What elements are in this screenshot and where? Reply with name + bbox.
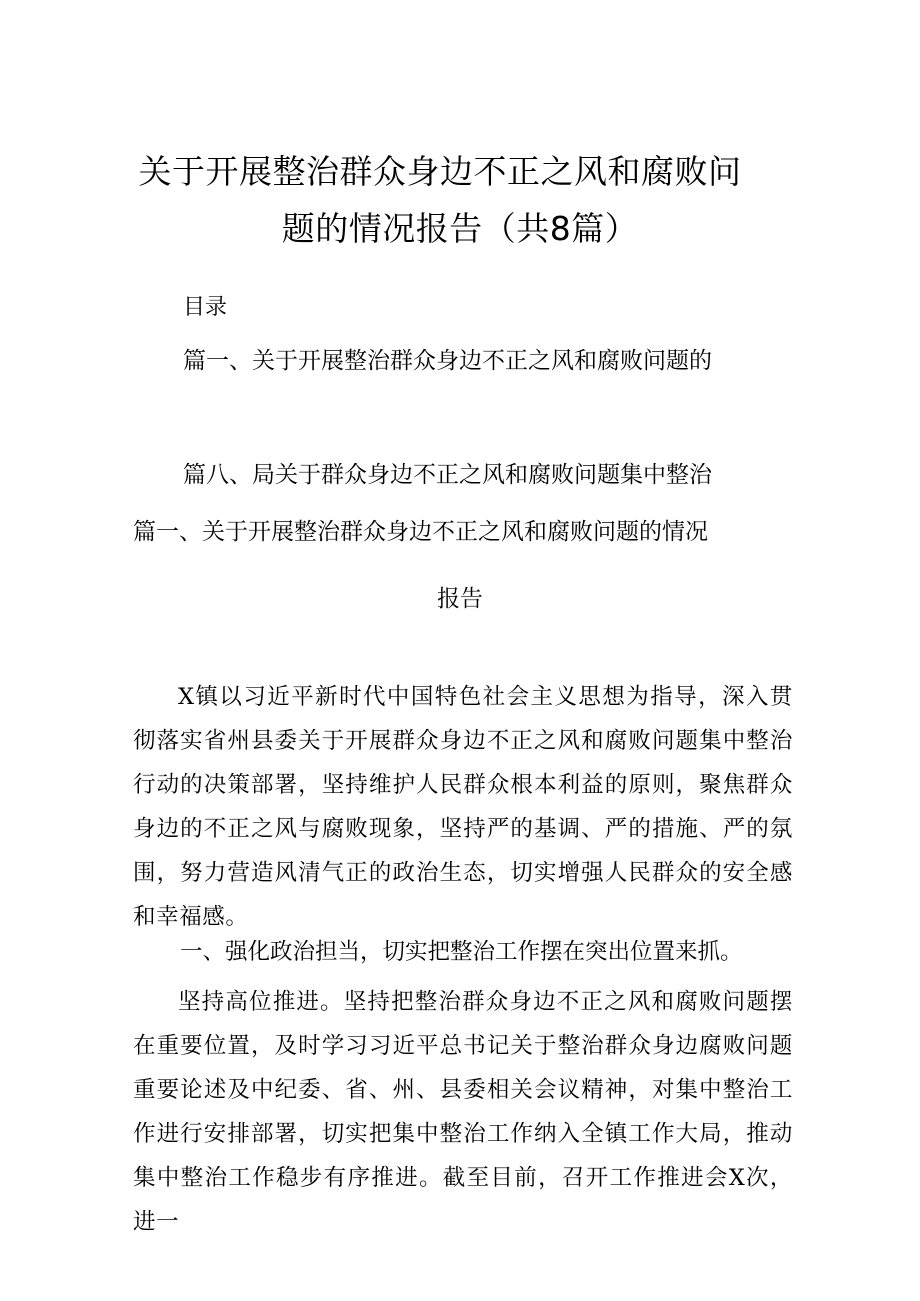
document-title-line1: 关于开展整治群众身边不正之风和腐败问 [138, 152, 742, 191]
toc-item[interactable]: 篇八、局关于群众身边不正之风和腐败问题集中整治 [183, 462, 712, 488]
body-paragraph: X镇以习近平新时代中国特色社会主义思想为指导，深入贯彻落实省州县委关于开展群众身边不正之风和腐败问题集中整治行动的决策部署，坚持维护人民群众根本利益的原则，聚焦群众身边的不正之风与腐败现象，坚持严的基调、严的措施、严的氛围，努力营造风清气正的政治生态，切实增强人民群众的安全感和幸福感。 [133, 684, 793, 930]
section-title-line2: 报告 [437, 586, 483, 612]
body-paragraph: 坚持高位推进。坚持把整治群众身边不正之风和腐败问题摆在重要位置，及时学习习近平总书记关于整治群众身边腐败问题重要论述及中纪委、省、州、县委相关会议精神，对集中整治工作进行安排部署，切实把集中整治工作纳入全镇工作大局，推动集中整治工作稳步有序推进。截至目前，召开工作推进会X次，进一 [133, 989, 793, 1235]
toc-item[interactable]: 篇一、关于开展整治群众身边不正之风和腐败问题的 [183, 348, 712, 374]
section-title-line1: 篇一、关于开展整治群众身边不正之风和腐败问题的情况 [133, 519, 708, 545]
section-heading: 一、强化政治担当，切实把整治工作摆在突出位置来抓。 [180, 939, 743, 965]
toc-label: 目录 [183, 295, 228, 320]
document-title-line2: 题的情况报告（共8篇） [281, 209, 639, 248]
